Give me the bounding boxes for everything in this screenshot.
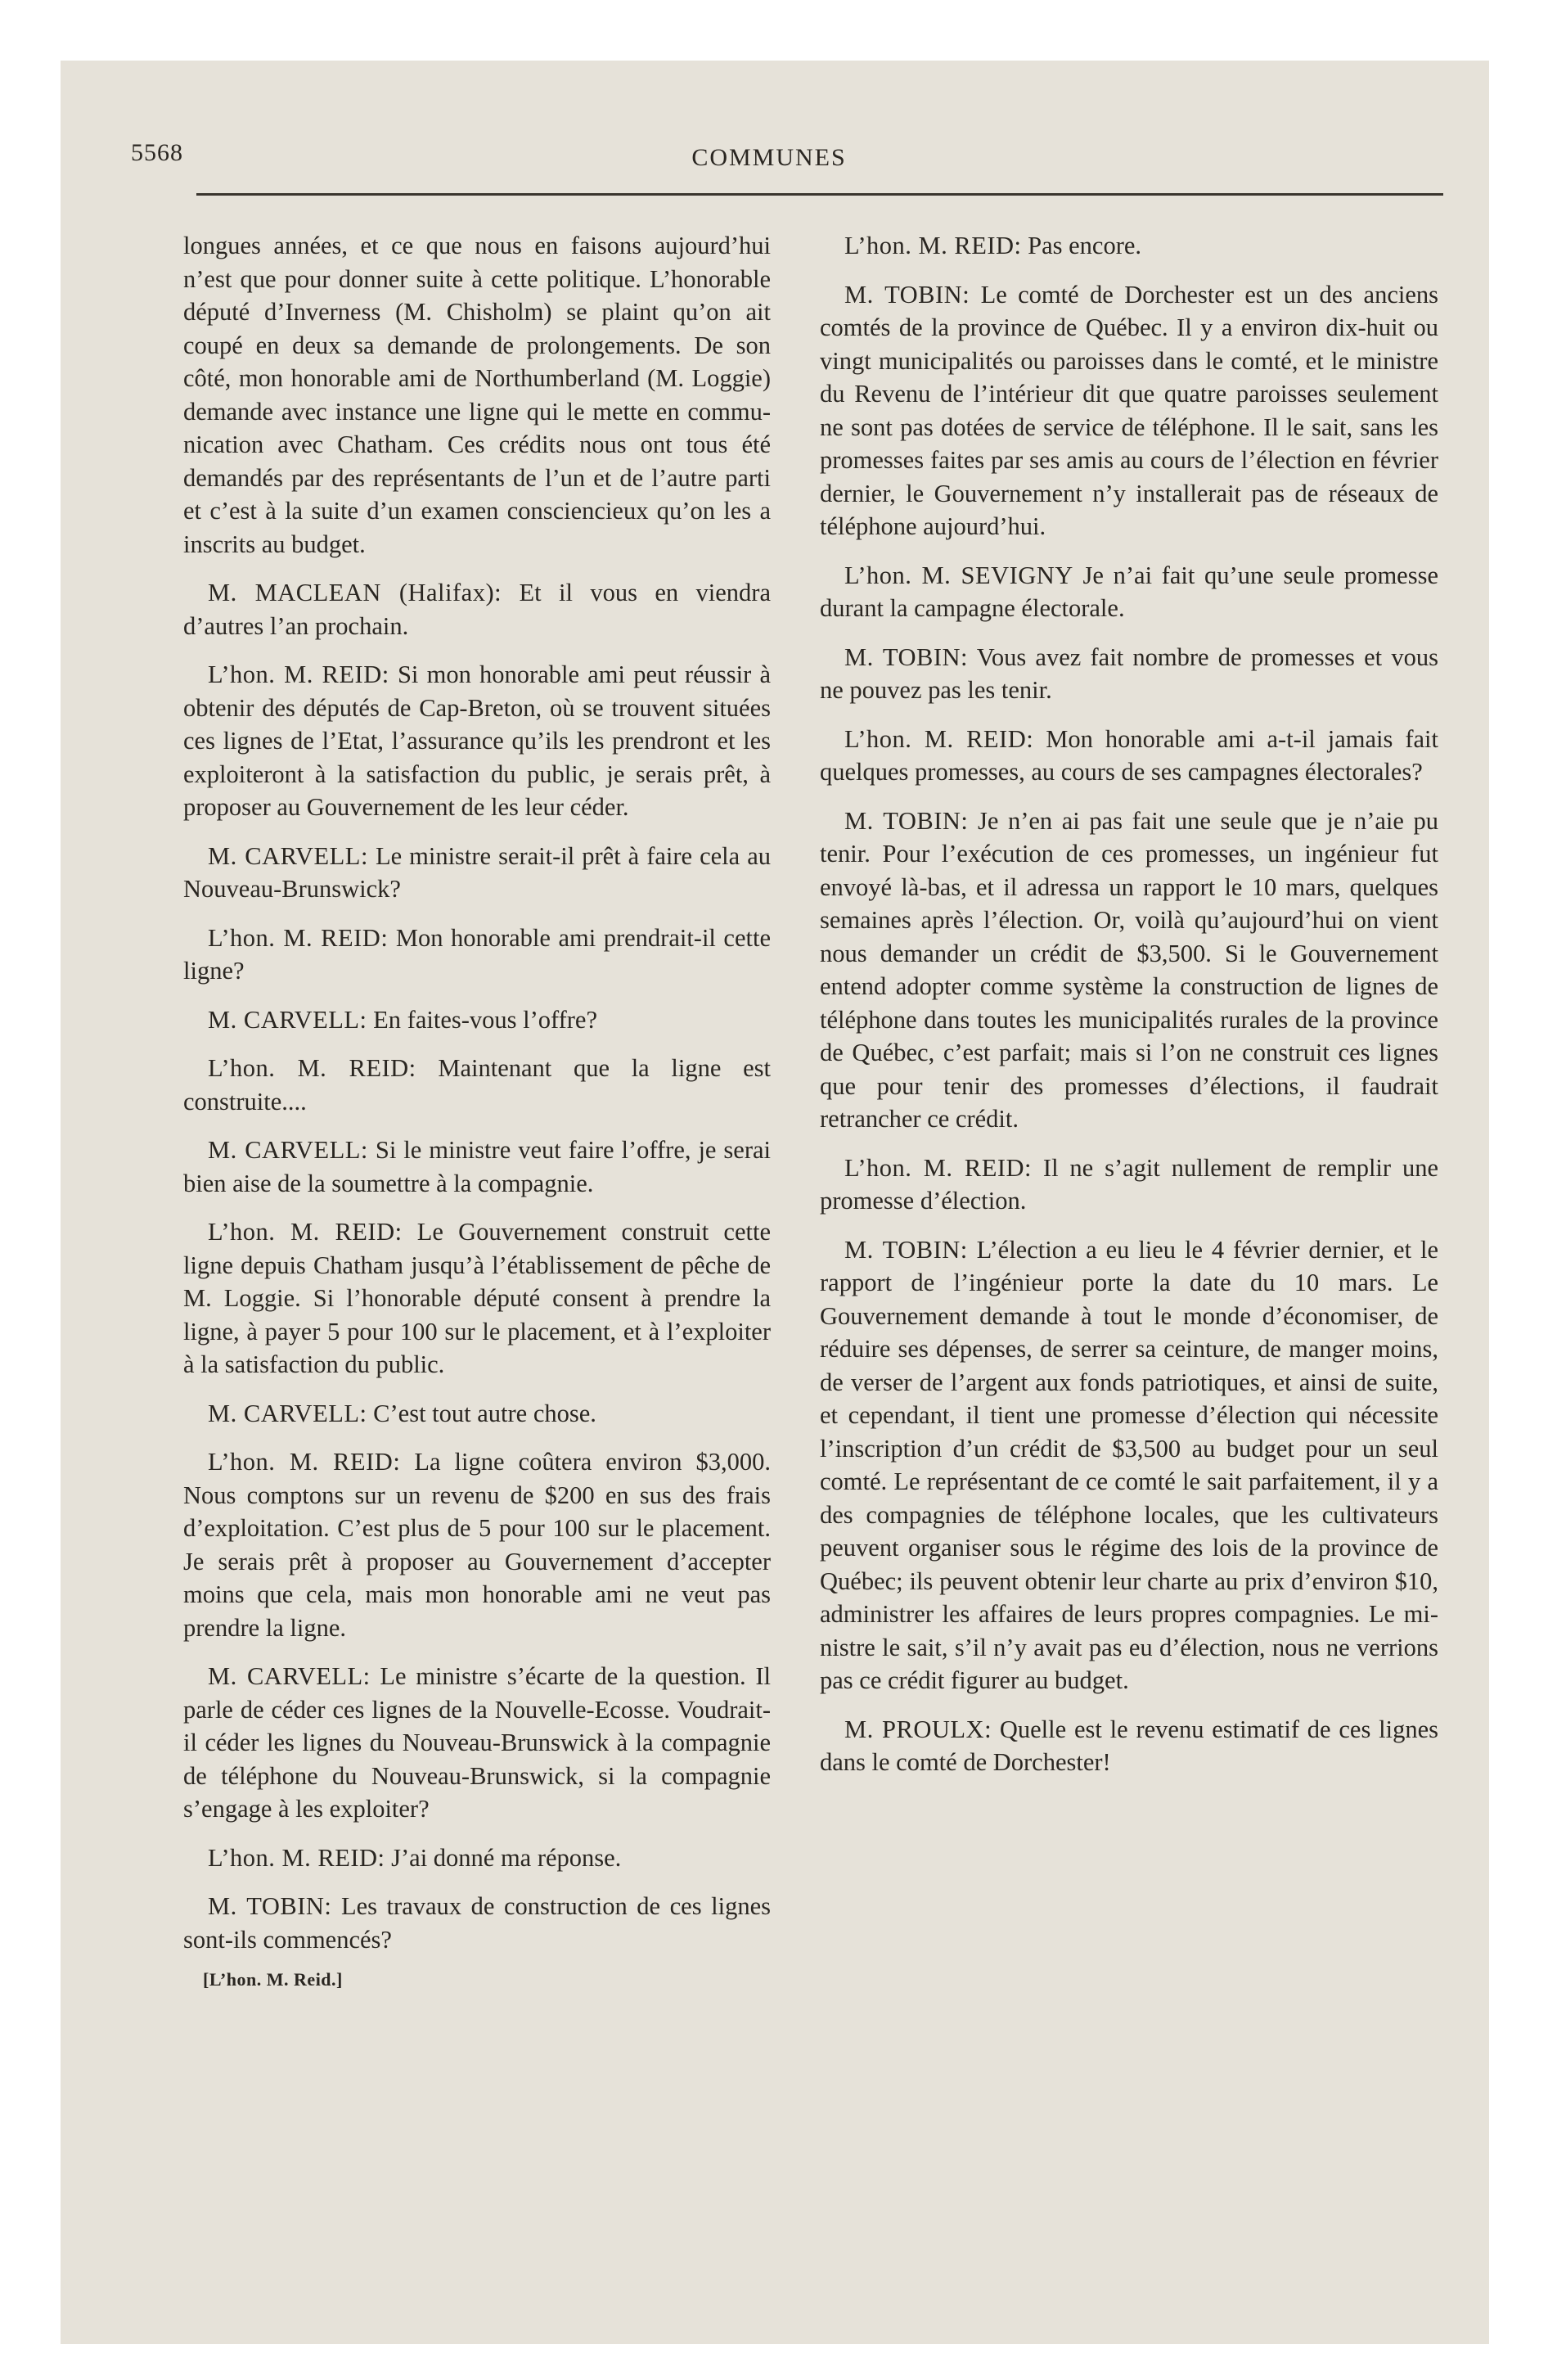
paragraph [820, 641, 1438, 707]
paragraph-text: Le ministre serait-il prêt à faire cela au Nouveau-Brunswick? [183, 841, 771, 903]
paragraph [820, 278, 1438, 543]
speaker-name: L’hon. M. REID: [208, 1054, 416, 1082]
paragraph-text: Et il vous en viendra d’autres l’an prochain. [183, 579, 772, 640]
page-header [131, 139, 1407, 180]
speaker-name: M. CARVELL: [208, 1136, 368, 1164]
paragraph [183, 1890, 771, 1956]
paragraph-text: Je n’ai fait qu’une seule promesse durant la campagne électorale. [820, 561, 1438, 622]
paragraph-text: Mon honorable ami a-t-il jamais fait quelques promesses, au cours de ses campagnes électorales? [820, 724, 1438, 786]
paragraph-text: Si mon honorable ami peut réussir à obtenir des députés de Cap-Breton, où se trouvent situées ces lignes de l’Etat, l’assurance qu’ils les prendront et les exploiteront à la satisfaction du public, je serais prêt, à proposer au Gouvernement de les leur céder. [183, 660, 772, 821]
paragraph [820, 1152, 1438, 1218]
speaker-name: M. MACLEAN (Halifax): [208, 579, 502, 606]
speaker-footnote: [L’hon. M. Reid.] [203, 1969, 343, 1990]
paragraph [183, 1660, 771, 1826]
paragraph-text: Si le ministre veut faire l’offre, je serai bien aise de la soumettre à la compagnie. [183, 1136, 772, 1197]
paragraph-text: Le ministre s’écarte de la question. Il parle de céder ces lignes de la Nouvelle-Ecosse. Voudrait-il céder les lignes du Nouveau-Brunswick à la compagnie de téléphone du Nouveau-Brunswick, si la compagnie s’engage à les exploiter? [183, 1662, 771, 1823]
paragraph [820, 229, 1438, 263]
paragraph-text: La ligne coûtera environ $3,000. Nous comptons sur un revenu de $200 en sus des frais d’exploitation. C’est plus de 5 pour 100 sur le placement. Je serais prêt à proposer au Gouvernement d’accepter moins que cela, mais mon honorable ami ne veut pas prendre la ligne. [183, 1448, 771, 1642]
paragraph [820, 559, 1438, 625]
speaker-name: M. TOBIN: [844, 280, 970, 309]
paragraph-text: Pas encore. [1028, 232, 1142, 259]
paragraph-text: En faites-vous l’offre? [373, 1005, 598, 1034]
paragraph-text: Je n’en ai pas fait une seule que je n’aie pu tenir. Pour l’exécution de ces promesses, un ingénieur fut envoyé là-bas, et il adressa un rapport le 10 mars, quelques semaines après l’élection. Or, voilà qu’aujourd’hui on vient nous demander un crédit de $3,500. Si le Gouvernement entend adopter comme système la construction de lignes de téléphone dans toutes les municipalités rurales de la province de Québec, c’est parfait; mais si l’on ne construit ces lignes que pour tenir des promesses d’élections, il faudrait retrancher ce crédit. [820, 806, 1438, 1133]
paragraph-text: Le comté de Dorchester est un des anciens comtés de la province de Québec. Il y a environ dix-huit ou vingt municipalités ou paroisses dans le comté, et le ministre du Revenu de l’intérieur dit que quatre paroisses seulement ne sont pas dotées de service de téléphone. Il le sait, sans les promesses faites par ses amis au cours de l’élection en février dernier, le Gouvernement n’y installerait pas de réseaux de téléphone aujourd’hui. [820, 280, 1439, 540]
speaker-name: L’hon. M. SEVIGNY [844, 561, 1073, 589]
speaker-name: L’hon. M. REID: [208, 1843, 385, 1872]
speaker-name: M. TOBIN: [844, 806, 969, 835]
speaker-name: M. CARVELL: [208, 1399, 367, 1427]
running-head: COMMUNES [691, 144, 847, 171]
paragraph [820, 1713, 1438, 1779]
speaker-name: M. CARVELL: [208, 841, 368, 870]
paragraph [183, 658, 771, 824]
speaker-name: M. CARVELL: [208, 1005, 367, 1034]
paragraph [820, 723, 1438, 789]
paragraph-text: Maintenant que la ligne est construite.... [183, 1054, 771, 1116]
speaker-name: L’hon. M. REID: [844, 1153, 1033, 1182]
paragraph [183, 1134, 771, 1200]
speaker-name: M. TOBIN: [208, 1892, 332, 1920]
paragraph [183, 576, 771, 642]
paragraph [183, 1397, 771, 1431]
paragraph [183, 1052, 771, 1118]
paragraph [183, 840, 771, 906]
paragraph [820, 805, 1438, 1136]
paragraph-text: longues années, et ce que nous en faisons aujourd’hui n’est que pour donner suite à cette politique. L’honorable député d’Inverness (M. Chisholm) se plaint qu’on ait coupé en deux sa demande de prolongements. De son côté, mon honorable ami de Northumberland (M. Loggie) demande avec instance une ligne qui le mette en communication avec Chatham. Ces crédits nous ont tous été demandés par des représentants de l’un et de l’autre parti et c’est à la suite d’un examen consciencieux qu’on les a inscrits au budget. [183, 232, 771, 558]
paragraph-text: Vous avez fait nombre de promesses et vous ne pouvez pas les tenir. [820, 642, 1438, 704]
paragraph [183, 1841, 771, 1875]
speaker-name: L’hon. M. REID: [208, 923, 389, 952]
paragraph-text: J’ai donné ma réponse. [391, 1843, 622, 1872]
speaker-name: L’hon. M. REID: [208, 1218, 403, 1246]
speaker-name: L’hon. M. REID: [844, 724, 1034, 753]
speaker-name: L’hon. M. REID: [208, 660, 389, 688]
paragraph-text: Le Gouvernement construit cette ligne depuis Chatham jusqu’à l’établissement de pêche de M. Loggie. Si l’honorable député consent à prendre la ligne, à payer 5 pour 100 sur le placement, et à l’exploiter à la satisfaction du public. [183, 1218, 771, 1378]
paragraph-text: Il ne s’agit nullement de remplir une promesse d’élection. [820, 1153, 1438, 1215]
paragraph-text: L’élection a eu lieu le 4 février dernier, et le rapport de l’ingénieur porte la date du 10 mars. Le Gouvernement demande à tout le monde d’économiser, de réduire ses dépenses, de serrer sa ceinture, de manger moins, de verser de l’argent aux fonds patriotiques, et ainsi de suite, et cependant, il tient une promesse d’élection qui nécessite l’inscription d’un crédit de $3,500 au budget pour un seul comté. Le représentant de ce comté le sait parfaitement, il y a des compagnies de téléphone locales, que les cultivateurs peuvent organiser sous le régime des lois de la province de Québec; ils peuvent obtenir leur charte au prix d’environ $10, administrer les affaires de leurs propres compagnies. Le ministre le sait, s’il n’y avait pas eu d’élection, nous ne verrions pas ce crédit figurer au budget. [820, 1235, 1438, 1694]
paragraph [820, 1233, 1438, 1697]
speaker-name: M. CARVELL: [208, 1662, 371, 1690]
paragraph-text: Mon honorable ami prendrait-il cette ligne? [183, 923, 771, 985]
page-number: 5568 [131, 139, 183, 166]
paragraph [183, 922, 771, 988]
speaker-name: M. PROULX: [844, 1715, 992, 1743]
paragraph [183, 1445, 771, 1644]
header-rule [196, 193, 1443, 196]
paragraph [183, 1215, 771, 1382]
paragraph-text: C’est tout autre chose. [373, 1399, 596, 1427]
speaker-name: M. TOBIN: [844, 642, 969, 671]
speaker-name: M. TOBIN: [844, 1235, 968, 1264]
speaker-name: L’hon. M. REID: [208, 1448, 401, 1476]
paragraph-text: Quelle est le revenu estimatif de ces lignes dans le comté de Dorchester! [820, 1715, 1439, 1776]
left-column [183, 229, 771, 1991]
paragraph [183, 1003, 771, 1037]
paragraph-text: Les travaux de construction de ces lignes sont-ils commencés? [183, 1892, 772, 1954]
right-column [820, 229, 1438, 1795]
paragraph [183, 229, 771, 561]
speaker-name: L’hon. M. REID: [844, 232, 1022, 259]
